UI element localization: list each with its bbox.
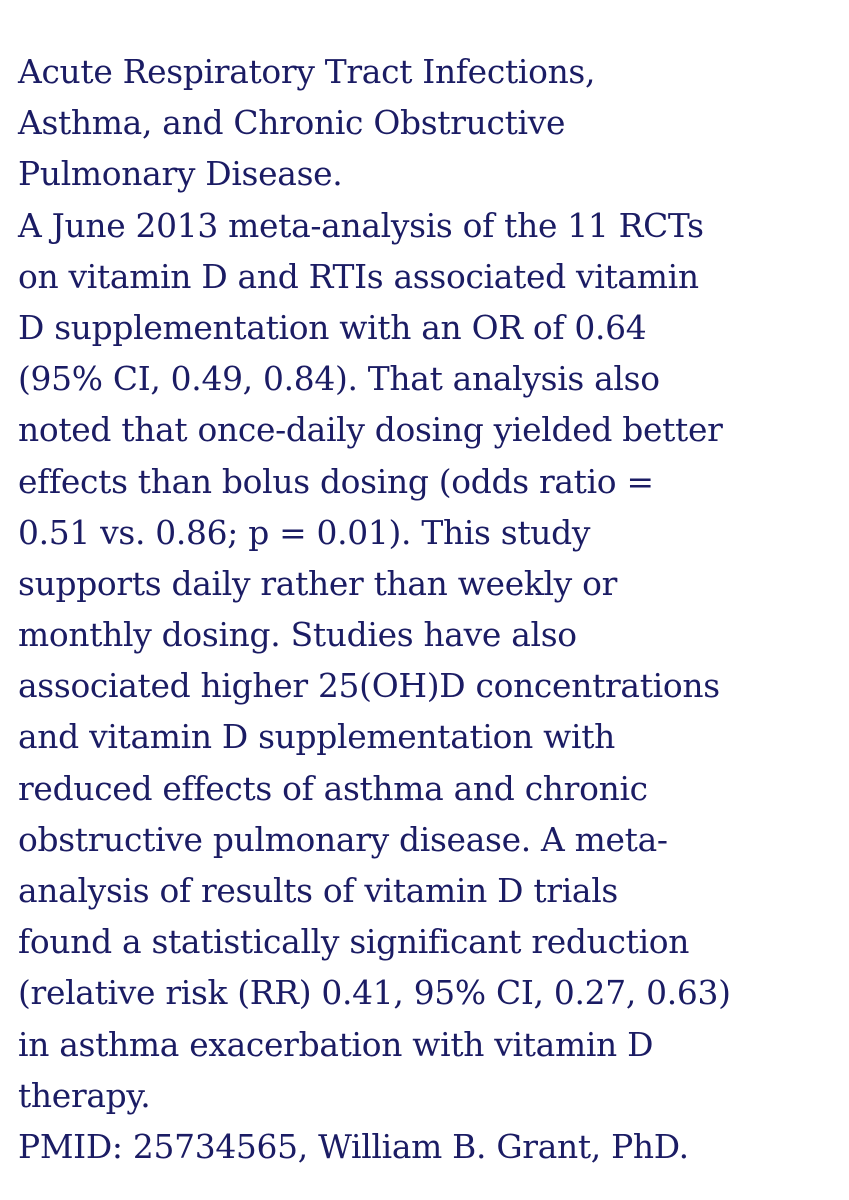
- body-line: D supplementation with an OR of 0.64: [18, 307, 647, 347]
- body-line: noted that once-daily dosing yielded better: [18, 410, 723, 450]
- heading-line-3: Pulmonary Disease.: [18, 154, 343, 194]
- body-line: effects than bolus dosing (odds ratio =: [18, 461, 654, 501]
- body-line: and vitamin D supplementation with: [18, 717, 615, 757]
- body-line: reduced effects of asthma and chronic: [18, 768, 648, 808]
- body-line: in asthma exacerbation with vitamin D: [18, 1024, 654, 1064]
- body-line: (95% CI, 0.49, 0.84). That analysis also: [18, 359, 660, 399]
- heading-line-2: Asthma, and Chronic Obstructive: [18, 103, 566, 143]
- body-line: (relative risk (RR) 0.41, 95% CI, 0.27, 0.63): [18, 973, 731, 1013]
- body-line: monthly dosing. Studies have also: [18, 615, 577, 655]
- body-line: obstructive pulmonary disease. A meta-: [18, 819, 668, 859]
- citation-line: PMID: 25734565, William B. Grant, PhD.: [18, 1126, 689, 1166]
- body-line: analysis of results of vitamin D trials: [18, 871, 618, 910]
- body-line: supports daily rather than weekly or: [18, 563, 618, 603]
- heading-line-1: Acute Respiratory Tract Infections,: [18, 52, 596, 91]
- document-text: [18, 46, 848, 1172]
- body-line: on vitamin D and RTIs associated vitamin: [18, 256, 699, 296]
- body-line: found a statistically significant reduction: [18, 922, 690, 962]
- body-line: 0.51 vs. 0.86; p = 0.01). This study: [18, 512, 591, 552]
- body-line: A June 2013 meta-analysis of the 11 RCTs: [18, 205, 704, 245]
- body-line: therapy.: [18, 1075, 151, 1115]
- body-line: associated higher 25(OH)D concentrations: [18, 666, 720, 706]
